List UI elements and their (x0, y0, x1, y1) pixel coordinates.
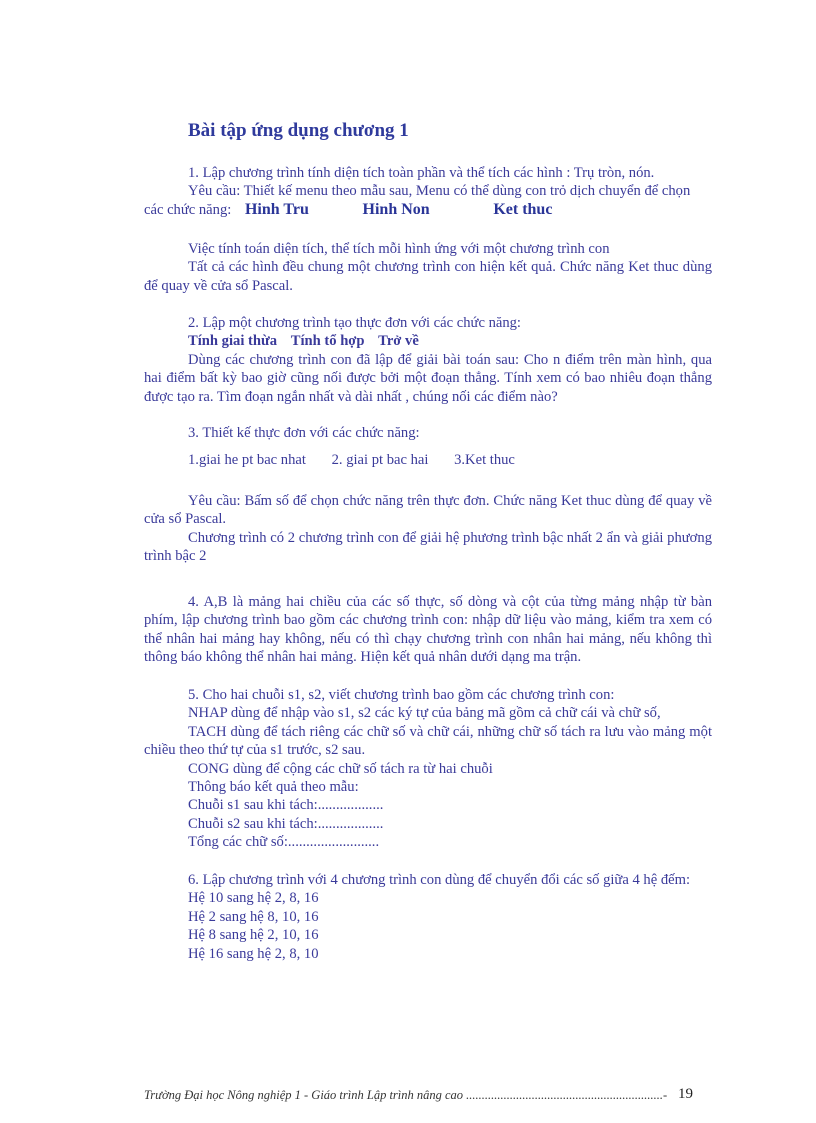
ex1-note-1: Việc tính toán diện tích, thể tích mỗi hình ứng với một chương trình con (188, 241, 610, 257)
ex6-item-3: Hệ 8 sang hệ 2, 10, 16 (188, 927, 319, 944)
exercise-1-notes (144, 240, 712, 295)
exercise-5 (144, 686, 712, 852)
exercise-3-menu (144, 451, 712, 469)
ex5-statement: 5. Cho hai chuỗi s1, s2, viết chương trình bao gồm các chương trình con: (188, 687, 615, 703)
ex1-statement: 1. Lập chương trình tính diện tích toàn phần và thể tích các hình : Trụ tròn, nón. (188, 165, 655, 181)
ex5-output-template: Thông báo kết quả theo mẫu: (188, 779, 359, 796)
exercise-2 (144, 314, 712, 406)
ex2-statement: 2. Lập một chương trình tạo thực đơn với các chức năng: (188, 315, 521, 331)
menu-option-hinh-tru: Hinh Tru (244, 200, 309, 218)
menu-option-hinh-non: Hinh Non (362, 200, 430, 218)
menu-option-ket-thuc: Ket thuc (493, 200, 553, 218)
ex2-problem: Dùng các chương trình con đã lập để giải bài toán sau: Cho n điểm trên màn hình, qua hai điểm bất kỳ bao giờ cũng nối được bởi một đoạn thẳng. Tính xem có bao nhiêu đoạn thẳng được tạo ra. Tìm đoạn ngắn nhất và dài nhất , chúng nối các điểm nào? (144, 351, 712, 405)
ex1-requirement: Yêu cầu: Thiết kế menu theo mẫu sau, Menu có thể dùng con trỏ dịch chuyển để chọn (188, 183, 691, 200)
ex6-item-1: Hệ 10 sang hệ 2, 8, 16 (188, 890, 319, 907)
ex3-menu-option-3: 3.Ket thuc (454, 452, 515, 468)
page-title: Bài tập ứng dụng chương 1 (188, 120, 409, 141)
ex6-statement: 6. Lập chương trình với 4 chương trình con dùng để chuyển đổi các số giữa 4 hệ đếm: (188, 872, 691, 888)
ex3-requirement: Yêu cầu: Bấm số để chọn chức năng trên thực đơn. Chức năng Ket thuc dùng để quay về cửa sổ Pascal. (144, 493, 712, 528)
ex4-statement: 4. A,B là mảng hai chiều của các số thực, số dòng và cột của từng mảng nhập từ bàn phím, lập chương trình bao gồm các chương trình con: nhập dữ liệu vào mảng, kiểm tra xem có thể nhân hai mảng hay không, nếu có thì chạy chương trình con nhân hai mảng, nếu không thì thông báo không thể nhân hai mảng. Hiện kết quả nhân dưới dạng ma trận. (144, 594, 712, 666)
ex5-output-s1: Chuỗi s1 sau khi tách:.................. (188, 797, 384, 814)
exercise-6 (144, 871, 712, 963)
exercise-1 (144, 164, 712, 219)
ex3-menu-option-2: 2. giai pt bac hai (331, 452, 429, 468)
ex3-menu-option-1: 1.giai he pt bac nhat (188, 452, 306, 468)
ex5-output-sum: Tổng các chữ số:......................... (188, 834, 380, 851)
exercise-3 (144, 424, 712, 442)
ex2-menu-line (144, 332, 712, 350)
ex5-nhap: NHAP dùng để nhập vào s1, s2 các ký tự của bảng mã gồm cả chữ cái và chữ số, (188, 705, 661, 722)
ex2-menu-option-3: Trở về (378, 333, 419, 350)
ex3-subprograms: Chương trình có 2 chương trình con để giải hệ phương trình bậc nhất 2 ẩn và giải phương trình bậc 2 (144, 529, 712, 565)
ex1-menu-lead: các chức năng: (144, 201, 232, 218)
ex1-note-2: Tất cả các hình đều chung một chương trình con hiện kết quả. Chức năng Ket thuc dùng để quay về cửa sổ Pascal. (144, 259, 712, 294)
ex2-menu-option-2: Tính tổ hợp (290, 333, 365, 350)
ex5-tach: TACH dùng để tách riêng các chữ số và chữ cái, những chữ số tách ra lưu vào mảng một chiều theo thứ tự của s1 trước, s2 sau. (144, 723, 712, 759)
ex1-menu-line (144, 201, 712, 219)
exercise-4 (144, 593, 712, 667)
page-number: 19 (678, 1086, 693, 1102)
ex6-item-2: Hệ 2 sang hệ 8, 10, 16 (188, 908, 319, 925)
ex5-cong: CONG dùng để cộng các chữ số tách ra từ hai chuỗi (188, 760, 493, 777)
ex3-menu-line (144, 451, 712, 469)
ex6-item-4: Hệ 16 sang hệ 2, 8, 10 (188, 945, 319, 962)
exercise-3-details (144, 492, 712, 566)
ex3-statement: 3. Thiết kế thực đơn với các chức năng: (188, 425, 420, 441)
page-footer: Trường Đại học Nông nghiệp 1 - Giáo trình Lập trình nâng cao ...............................................................- (144, 1088, 668, 1102)
ex5-output-s2: Chuỗi s2 sau khi tách:.................. (188, 815, 384, 832)
ex2-menu-option-1: Tính giai thừa (188, 333, 278, 350)
